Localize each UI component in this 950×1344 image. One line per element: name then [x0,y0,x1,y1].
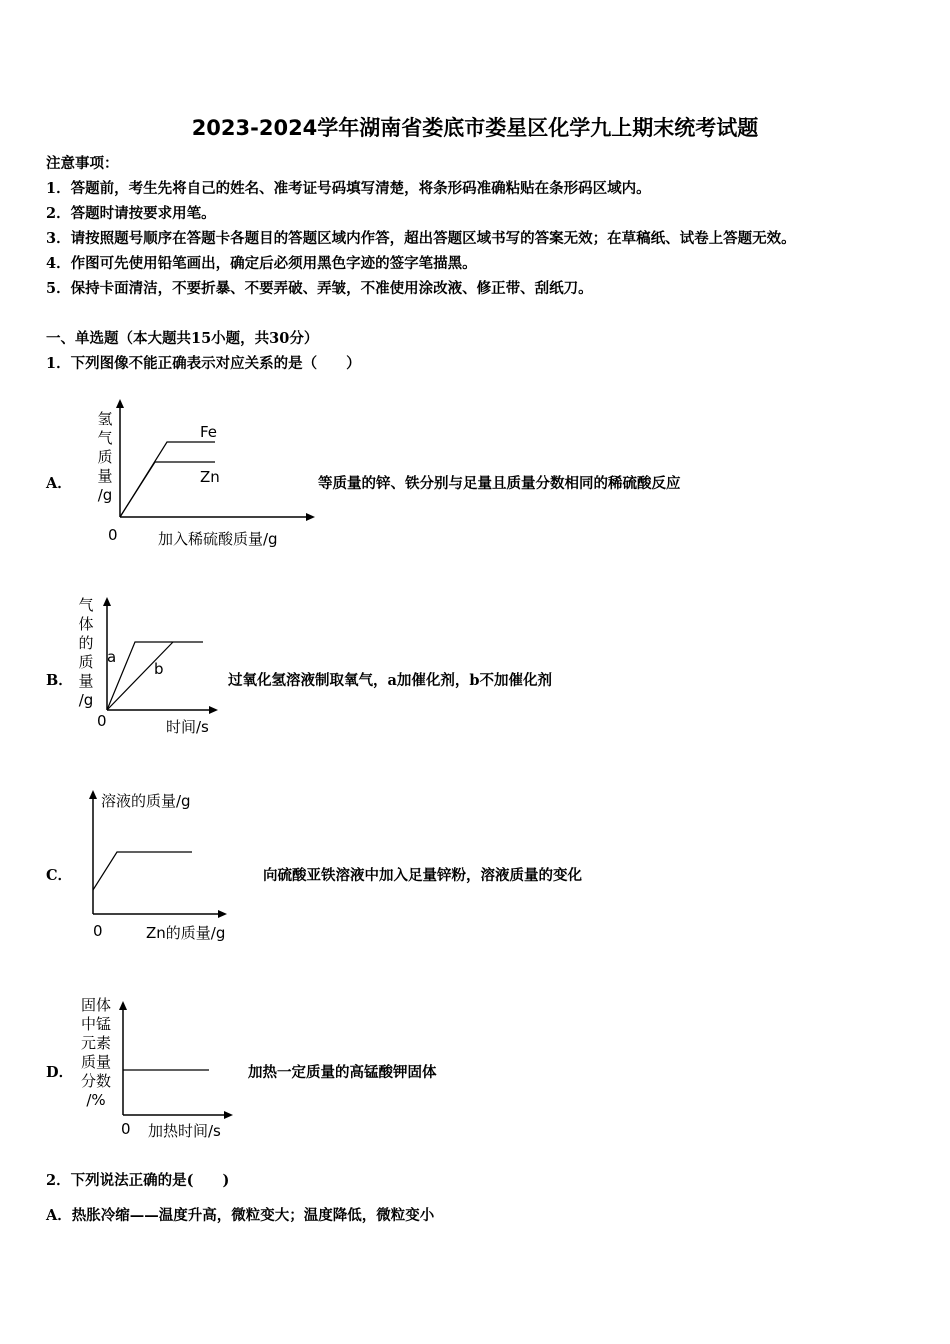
graph-d-plot [113,996,238,1121]
graph-c-y-label: 溶液的质量/g [101,792,191,810]
graph-a-plot [100,395,320,525]
section-heading: 一、单选题（本大题共15小题，共30分） [46,330,319,347]
option-a-label: A． [46,475,72,492]
graph-b-x-label: 时间/s [166,718,209,736]
notice-item-1: 1．答题前，考生先将自己的姓名、准考证号码填写清楚，将条形码准确粘贴在条形码区域内。 [46,180,651,197]
graph-d-y-label: 固体 中锰 元素 质量 分数 /% [80,996,111,1109]
graph-c-x-label: Zn的质量/g [146,924,226,942]
graph-d-origin: 0 [121,1120,131,1138]
question-2-stem: 2．下列说法正确的是( ) [46,1172,230,1189]
option-d-label: D． [46,1064,74,1081]
graph-c-line [93,852,192,890]
notice-item-5: 5．保持卡面清洁，不要折暴、不要弄破、弄皱，不准使用涂改液、修正带、刮纸刀。 [46,280,593,297]
graph-b-y-label: 气 体 的 质 量 /g [78,596,94,709]
option-a-desc: 等质量的锌、铁分别与足量且质量分数相同的稀硫酸反应 [318,475,681,492]
graph-a-fe-label: Fe [200,423,218,441]
graph-c-plot [84,785,234,920]
graph-a-x-label: 加入稀硫酸质量/g [158,530,278,548]
graph-d-x-label: 加热时间/s [148,1122,221,1140]
notice-heading: 注意事项： [46,155,119,172]
option-b-desc: 过氧化氢溶液制取氧气，a加催化剂，b不加催化剂 [228,672,553,689]
graph-a-origin: 0 [108,526,118,544]
graph-a-y-label: 氢 气 质 量 /g [97,410,113,504]
notice-item-4: 4．作图可先使用铅笔画出，确定后必须用黑色字迹的签字笔描黑。 [46,255,477,272]
graph-b-b-label: b [154,660,164,678]
graph-b-a-label: a [107,648,117,666]
option-b-label: B． [46,672,73,689]
page-title: 2023-2024学年湖南省娄底市娄星区化学九上期末统考试题 [191,116,759,140]
question-2-option-a: A．热胀冷缩——温度升高，微粒变大；温度降低，微粒变小 [46,1207,435,1224]
notice-item-2: 2．答题时请按要求用笔。 [46,205,216,222]
question-1-stem: 1．下列图像不能正确表示对应关系的是（ ） [46,355,361,372]
option-c-desc: 向硫酸亚铁溶液中加入足量锌粉，溶液质量的变化 [263,867,582,884]
graph-c-origin: 0 [93,922,103,940]
graph-b-origin: 0 [97,712,107,730]
option-d-desc: 加热一定质量的高锰酸钾固体 [248,1064,437,1081]
option-c-label: C． [46,867,73,884]
notice-item-3: 3．请按照题号顺序在答题卡各题目的答题区域内作答，超出答题区域书写的答案无效；在草稿纸、试卷上答题无效。 [46,230,796,247]
graph-a-zn-label: Zn [200,468,220,486]
